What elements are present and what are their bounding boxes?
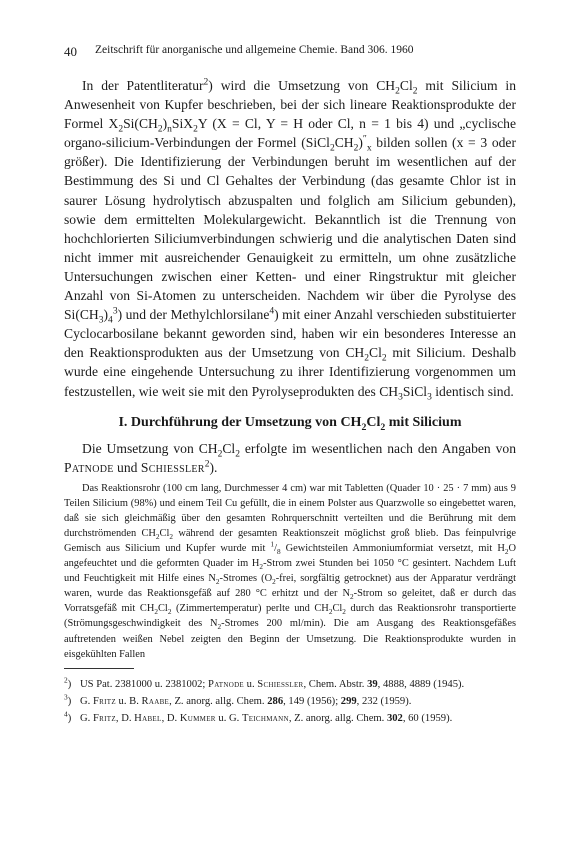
- page-number: 40: [64, 44, 77, 59]
- paragraph-experimental: Das Reaktionsrohr (100 cm lang, Durchmesser 4 cm) war mit Tabletten (Quader 10 · 25 · 7 mm) aus 9 Teilen Silicium (98%) und einem Teil Cu gefüllt, die in einem Polster aus Quarzwolle so eingebettet waren, daß sie sich gleichmäßig über den gesamten Rohrquerschnitt verteilten und die Berührung mit dem durchströmenden $CH_2Cl_2$ während der gesamten Reaktionszeit möglichst groß blieb. Das feinpulvrige Gemisch aus Silicium und Kupfer wurde mit $^1/_8$ Gewichtsteilen Ammoniumformiat versetzt, mit $H_2O$ angefeuchtet und die geformten Quader im $H_2$-Strom zwei Stunden bei 1050 °C gesintert. Nachdem Luft und Feuchtigkeit mit Hilfe eines $N_2$-Stromes ($O_2$-frei, sorgfältig getrocknet) aus der Apparatur verdrängt waren, wurde das Reaktionsgefäß auf 280 °C erhitzt und der $N_2$-Strom so geleitet, daß er durch das Vorratsgefäß mit $CH_2Cl_2$ (Zimmertemperatur) perlte und $CH_2Cl_2$ durch das Reaktionsrohr transportierte (Strömungsgeschwindigkeit des $N_2$-Stromes 200 ml/min). Die am Ausgang des Reaktionsgefäßes auftretenden weißen Nebel zeigten den Beginn der Umsetzung. Die Reaktionsprodukte wurden in eisgekühlten Fallen: [64, 482, 516, 660]
- footnote-3: $^3$) G. Fritz u. B. Raabe, Z. anorg. allg. Chem. 286, 149 (1956); 299, 232 (1959).: [64, 692, 412, 707]
- running-header: [64, 44, 516, 60]
- paragraph-intro: In der Patentliteratur$^2$) wird die Umsetzung von $CH_2Cl_2$ mit Silicium in Anwesenheit von Kupfer beschrieben, bei der sich lineare Reaktionsprodukte der Formel $X_2Si(CH_2)_nSiX_2Y$ (X = Cl, Y = H oder Cl, n = 1 bis 4) und „cyclische organo-silicium-Verbindungen der Formel $(SiCl_2CH_2)''_x$ bilden sollen (x = 3 oder größer). Die Identifizierung der Verbindungen beruht im wesentlichen auf der Bestimmung des Si und Cl Gehaltes der Verbindung (das gesamte Chlor ist in saurer Lösung hydrolytisch abzuspalten und folglich am Silicium gebunden), sowie dem ermittelten Molekulargewicht. Bekanntlich ist die Trennung von hochchlorierten Siliciumverbindungen schwierig und die analytischen Daten sind nicht immer mit ausreichender Genauigkeit zu ermitteln, um ohne zusätzliche Untersuchungen zwischen einer Ketten- und einer Ringstruktur mit gleicher Anzahl von Si-Atomen zu unterscheiden. Nachdem wir über die Pyrolyse des $Si(CH_3)_4^3$) und der Methylchlorsilane$^4$) mit einer Anzahl verschieden substituierter Cyclocarbosilane bekannt geworden sind, haben wir ein besonderes Interesse an den Reaktionsprodukten aus der Umsetzung von $CH_2Cl_2$ mit Silicium. Deshalb wurde eine eingehende Untersuchung zu ihrer Identifizierung vorgenommen um festzustellen, wie weit sie mit den Pyrolyseprodukten des $CH_3SiCl_3$ identisch sind.: [64, 77, 517, 403]
- journal-title: Zeitschrift für anorganische und allgemeine Chemie. Band 306. 1960: [95, 44, 414, 56]
- paragraph-section-intro: Die Umsetzung von $CH_2Cl_2$ erfolgte im wesentlichen nach den Angaben von Patnode und Schiessler$^2$).: [64, 440, 517, 475]
- footnote-2: $^2$) US Pat. 2381000 u. 2381002; Patnode u. Schiessler, Chem. Abstr. 39, 4888, 4889 (1945).: [64, 675, 465, 690]
- section-heading: I. Durchführung der Umsetzung von $CH_2Cl_2$ mit Silicium: [118, 414, 462, 433]
- page: [64, 44, 516, 728]
- footnote-4: $^4$) G. Fritz, D. Habel, D. Kummer u. G. Teichmann, Z. anorg. allg. Chem. 302, 60 (1959).: [64, 709, 453, 724]
- footnote-divider: [64, 668, 134, 669]
